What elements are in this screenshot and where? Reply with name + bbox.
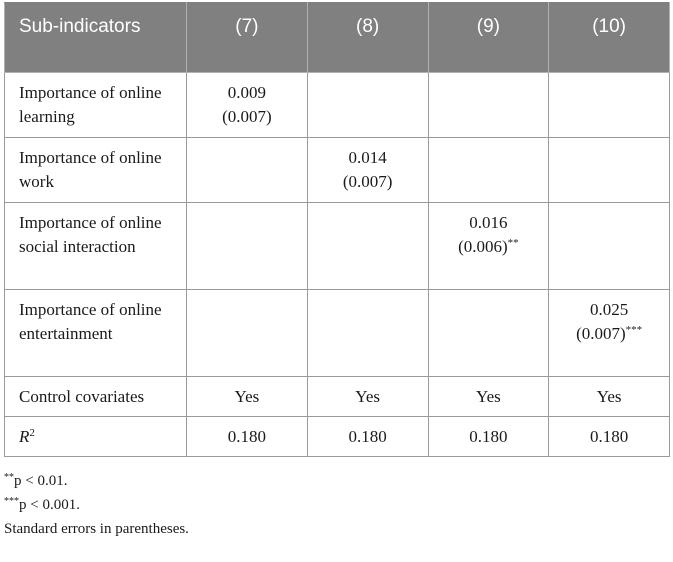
standard-error: (0.006)** xyxy=(458,237,519,256)
table-cell xyxy=(307,138,428,203)
note-p-001: **p < 0.01. xyxy=(4,472,68,489)
table-cell: 0.180 xyxy=(187,417,308,457)
row-label: Importance of online learning xyxy=(5,73,187,138)
table-row xyxy=(5,203,670,290)
significance-stars: *** xyxy=(625,324,643,336)
table-cell xyxy=(549,290,670,377)
table-row xyxy=(5,138,670,203)
header-model-10: (10) xyxy=(549,3,670,73)
row-label: Control covariates xyxy=(5,377,187,417)
regression-table xyxy=(4,2,670,457)
table-cell: 0.180 xyxy=(307,417,428,457)
row-label: Importance of online work xyxy=(5,138,187,203)
table-row xyxy=(5,73,670,138)
control-covariates-row xyxy=(5,377,670,417)
table-header-row xyxy=(5,3,670,73)
note-p-0001: ***p < 0.001. xyxy=(4,496,80,513)
table-cell: Yes xyxy=(428,377,549,417)
header-sub-indicators: Sub-indicators xyxy=(5,3,187,73)
table-cell xyxy=(187,73,308,138)
table-cell xyxy=(549,73,670,138)
table-cell xyxy=(307,290,428,377)
table-cell xyxy=(428,290,549,377)
table-cell: Yes xyxy=(187,377,308,417)
coefficient: 0.009 xyxy=(227,83,266,102)
standard-error: (0.007)*** xyxy=(576,324,643,343)
row-label: Importance of online entertainment xyxy=(5,290,187,377)
table-cell xyxy=(549,203,670,290)
header-model-7: (7) xyxy=(187,3,308,73)
table-cell xyxy=(307,203,428,290)
table-cell xyxy=(187,203,308,290)
table-cell: 0.180 xyxy=(549,417,670,457)
table-cell xyxy=(428,138,549,203)
table-cell xyxy=(187,290,308,377)
table-cell xyxy=(549,138,670,203)
note-standard-errors: Standard errors in parentheses. xyxy=(4,521,189,537)
r-squared-exponent: 2 xyxy=(29,427,35,439)
table-row xyxy=(5,290,670,377)
table-cell: 0.180 xyxy=(428,417,549,457)
table-cell xyxy=(187,138,308,203)
standard-error: (0.007) xyxy=(342,172,393,191)
coefficient: 0.014 xyxy=(348,148,387,167)
header-model-8: (8) xyxy=(307,3,428,73)
r-squared-symbol: R xyxy=(19,427,30,446)
coefficient: 0.016 xyxy=(469,213,508,232)
row-label: Importance of online social interaction xyxy=(5,203,187,290)
r-squared-row xyxy=(5,417,670,457)
table-cell: Yes xyxy=(549,377,670,417)
row-label xyxy=(5,417,187,457)
table-cell: Yes xyxy=(307,377,428,417)
regression-table-container xyxy=(4,2,669,541)
header-model-9: (9) xyxy=(428,3,549,73)
significance-stars: ** xyxy=(507,237,519,249)
table-cell xyxy=(428,203,549,290)
table-cell xyxy=(428,73,549,138)
table-cell xyxy=(307,73,428,138)
standard-error: (0.007) xyxy=(222,107,272,126)
coefficient: 0.025 xyxy=(590,300,629,319)
table-notes xyxy=(4,469,669,541)
